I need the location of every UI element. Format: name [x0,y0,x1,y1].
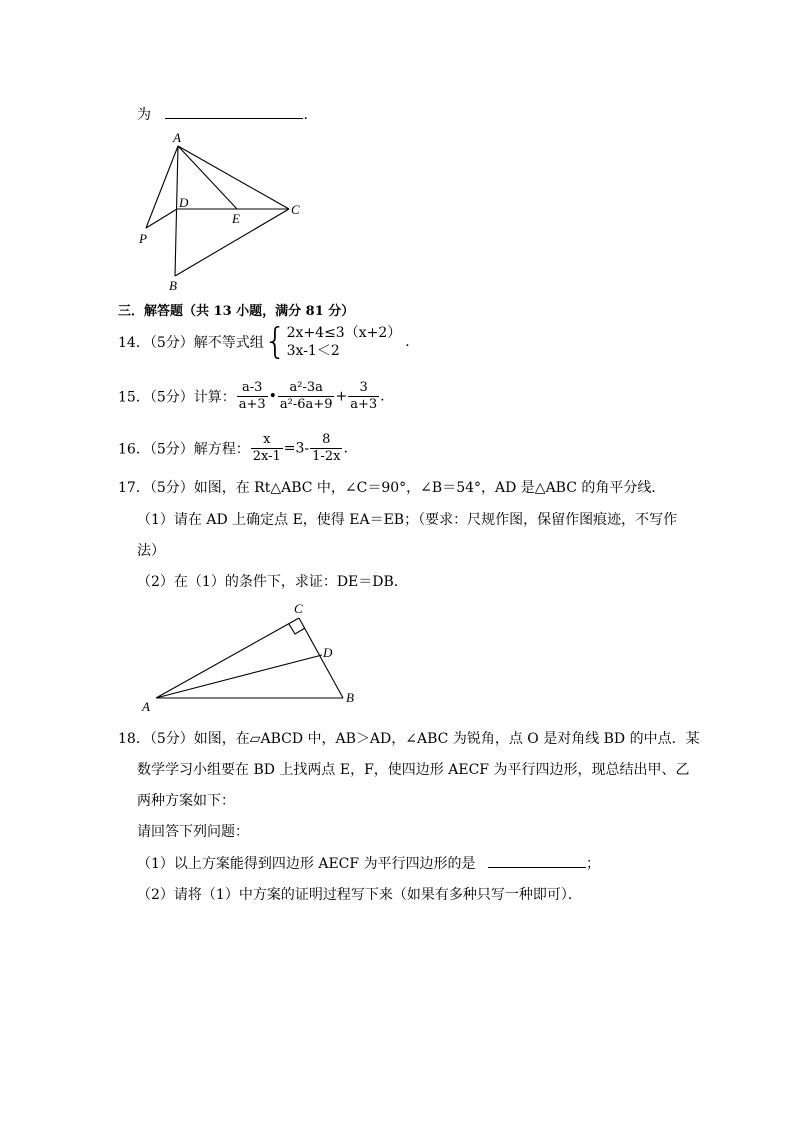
q15-fraction-3 [348,380,379,413]
label-A: A [142,699,150,714]
q18-line-3: 两种方案如下： [137,793,235,809]
q16-number: 16．（5分）解方程： [118,441,250,458]
figure-1 [134,128,310,294]
q18-line-6: （2）请将（1）中方案的证明过程写下来（如果有多种只写一种即可）． [137,887,582,903]
label-C: C [294,601,303,616]
q16-end: . [343,440,348,457]
q15-f3-denominator: a+3 [350,397,378,412]
q15-f1-denominator: a+3 [238,397,266,412]
q15-f3-numerator: 3 [348,380,379,397]
q16-mid: =3- [283,440,310,457]
q15-number: 15．（5分）计算： [118,389,236,406]
q15-f2-numerator: a²-3a [278,380,335,397]
question-16 [118,432,348,465]
q18-line-1: 18．（5分）如图，在▱ABCD 中，AB＞AD，∠ABC 为锐角，点 O 是对角线 BD 的中点．某 [118,731,700,747]
q16-f2-denominator: 1-2x [312,449,341,464]
q15-fraction-2 [278,380,335,413]
q14-end: . [405,334,410,350]
question-15 [118,380,385,413]
label-D: D [323,645,333,660]
q18-line-5-text: （1）以上方案能得到四边形 AECF 为平行四边形的是 [137,856,476,872]
answer-blank [488,853,586,868]
top-prefix: 为 [137,107,151,123]
q15-op1: • [268,388,277,405]
q15-f1-numerator: a-3 [237,380,268,397]
q14-number: 14．（5分）解不等式组 [118,335,264,351]
q15-op2: + [335,388,348,405]
q17-line-1: 17．（5分）如图，在 Rt△ABC 中，∠C＝90°，∠B＝54°，AD 是△ABC 的角平分线． [118,480,666,496]
label-D: D [179,195,189,210]
q17-line-4: （2）在（1）的条件下，求证：DE＝DB． [137,574,408,590]
q16-f1-denominator: 2x-1 [252,449,281,464]
question-14 [118,321,410,362]
top-suffix: . [303,107,308,123]
q17-line-3: 法） [137,543,165,559]
q14-line2: 3x-1＜2 [286,343,340,359]
q18-line-2: 数学学习小组要在 BD 上找两点 E，F，使四边形 AECF 为平行四边形，现总结出甲、乙 [137,762,690,778]
brace-icon: { [263,321,287,362]
q18-line-5 [137,853,600,873]
q17-line-2: （1）请在 AD 上确定点 E，使得 EA＝EB；（要求：尺规作图，保留作图痕迹，不写作 [137,512,678,528]
label-C: C [291,202,300,217]
q18-line-4: 请回答下列问题： [137,824,249,840]
label-B: B [169,278,177,293]
q16-f1-numerator: x [251,432,283,449]
top-line [137,104,308,124]
label-E: E [232,211,240,226]
section-3-title: 三．解答题（共 13 小题，满分 81 分） [118,304,355,319]
label-A: A [173,130,181,145]
q16-fraction-1 [251,432,283,465]
answer-blank [165,104,303,119]
q14-system [287,324,402,360]
q15-f2-denominator: a²-6a+9 [279,397,333,412]
label-B: B [346,690,354,705]
q16-fraction-2 [310,432,342,465]
q16-f2-numerator: 8 [310,432,342,449]
q14-line1: 2x+4≤3（x+2） [286,325,402,341]
figure-2 [136,598,368,716]
q15-fraction-1 [237,380,268,413]
q15-end: . [380,388,385,405]
q18-line-5-end: ； [586,856,601,872]
label-P: P [139,231,147,246]
